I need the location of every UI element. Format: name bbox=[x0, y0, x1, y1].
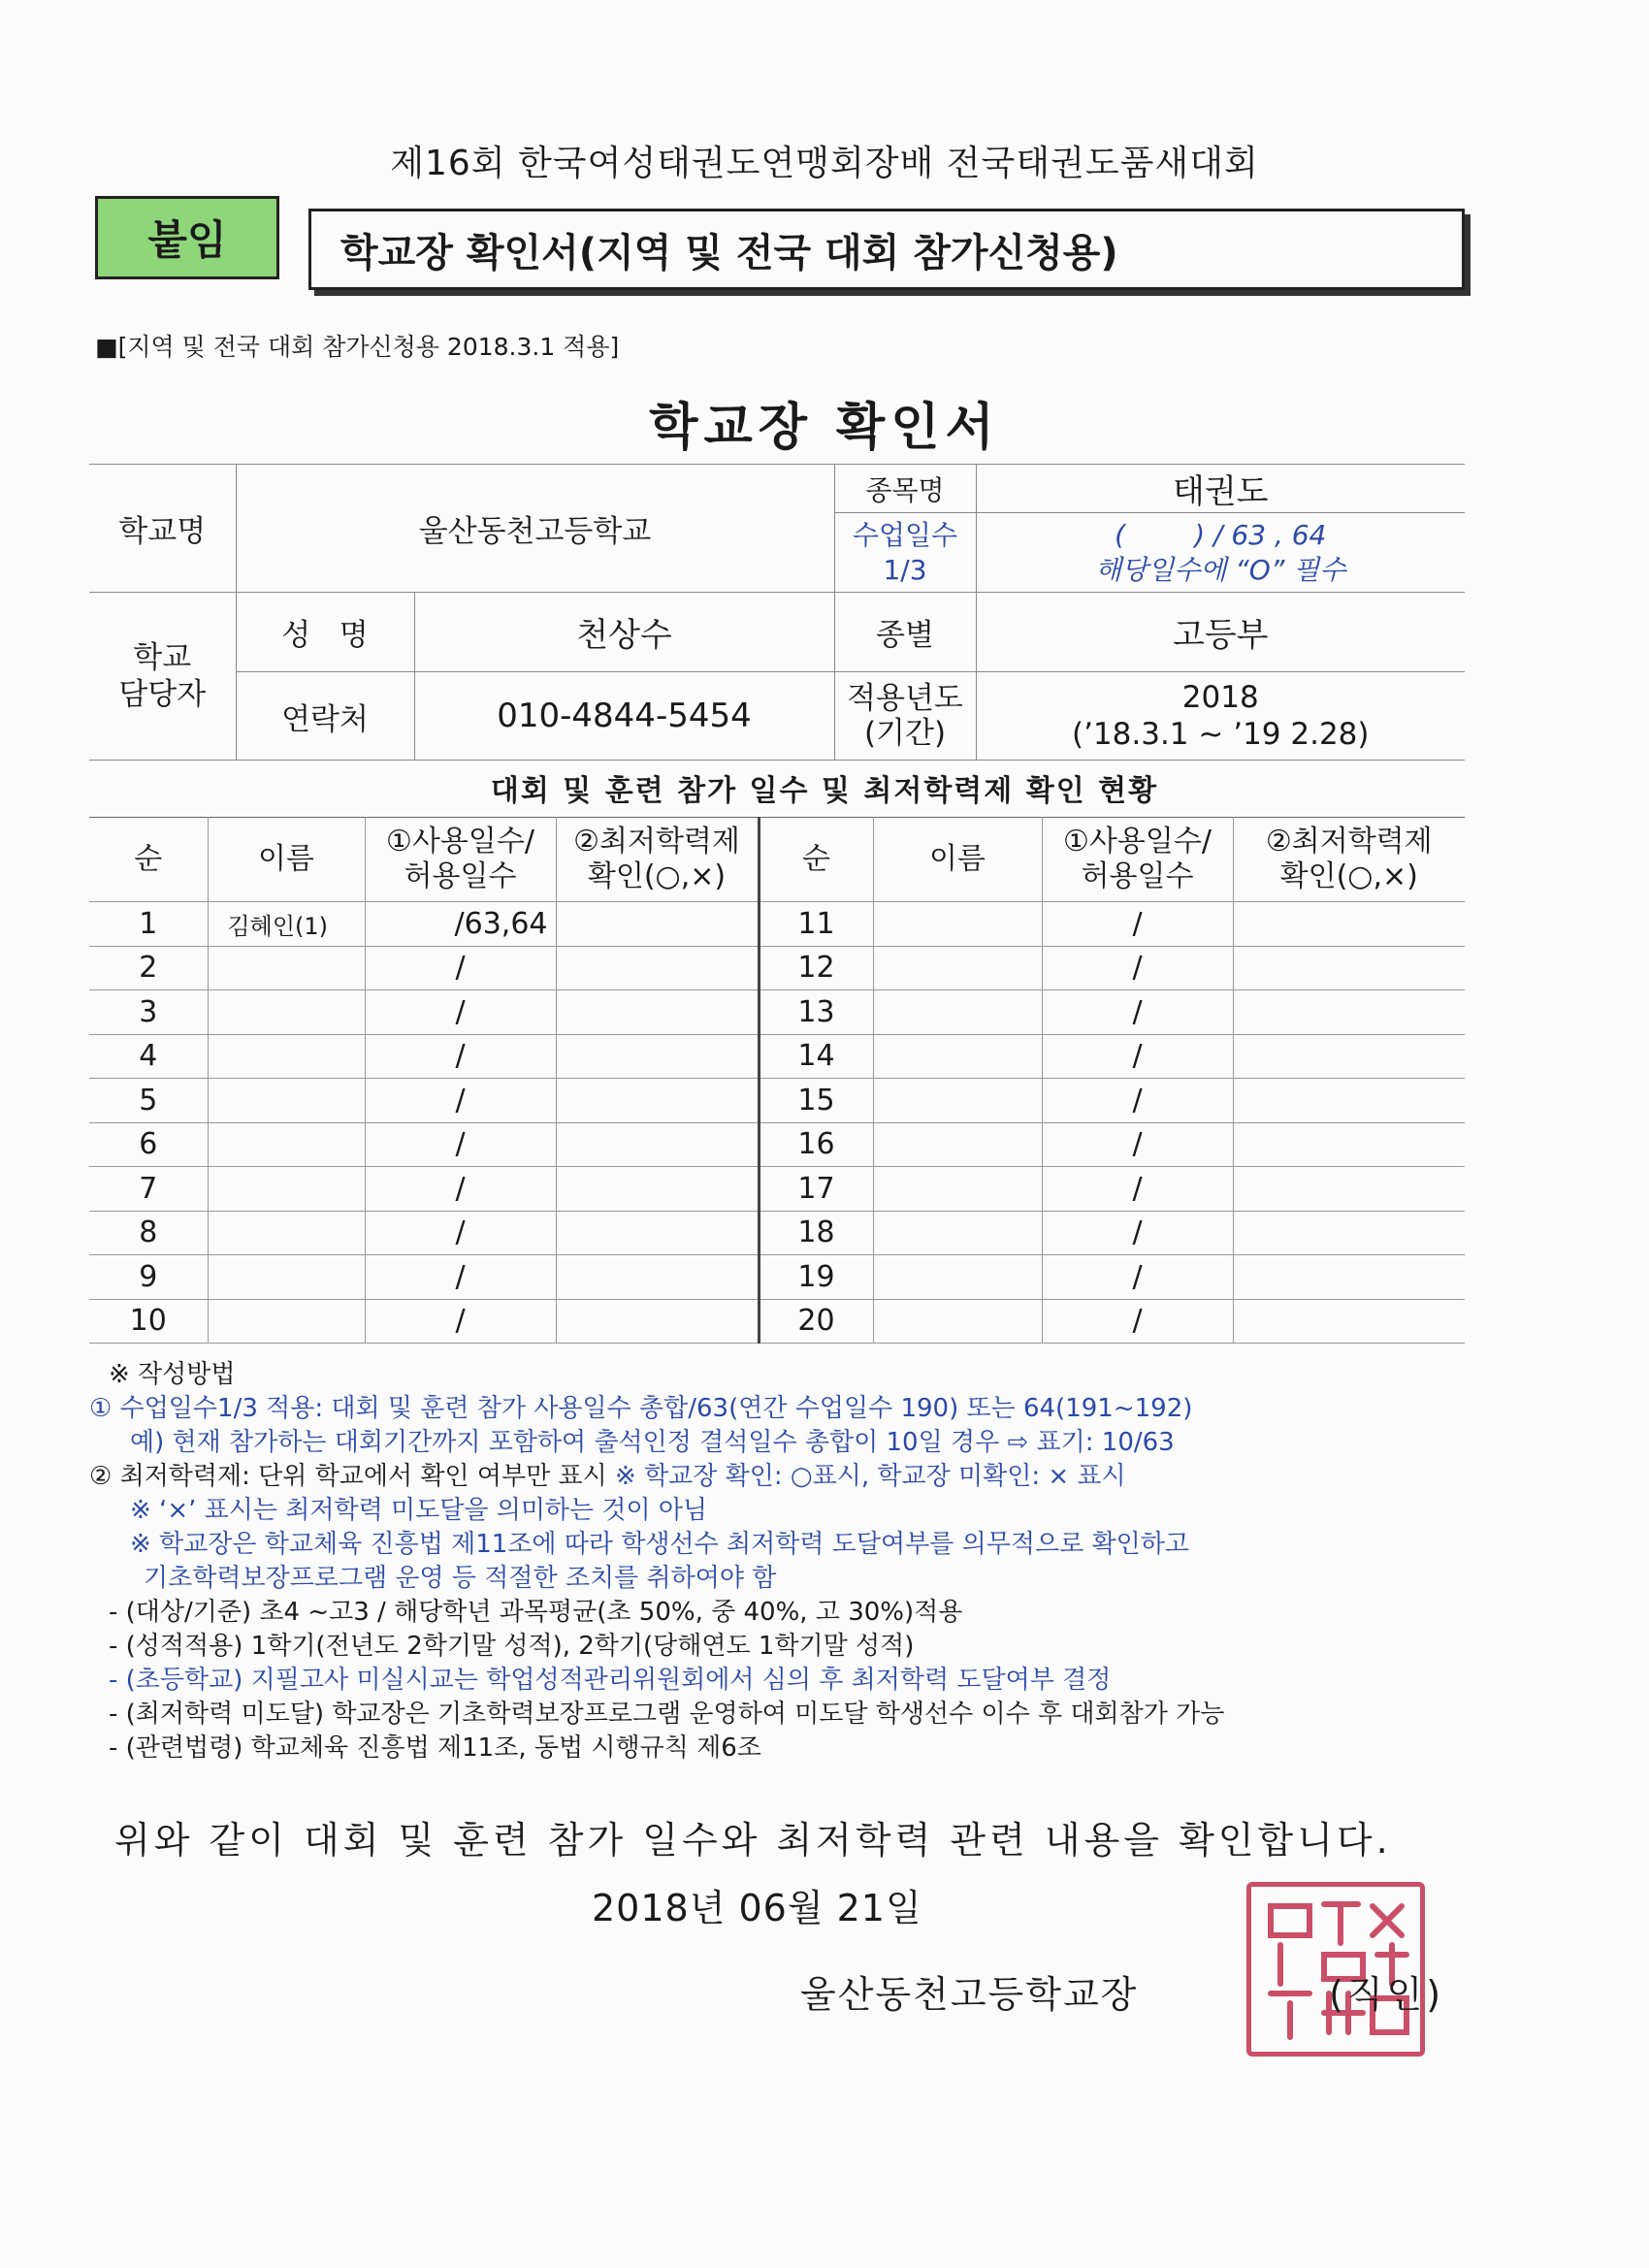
row-no: 7 bbox=[89, 1167, 208, 1212]
year-label bbox=[834, 672, 976, 761]
header-days-right bbox=[1042, 818, 1233, 902]
detail-5: - (관련법령) 학교체육 진흥법 제11조, 동법 시행규칙 제6조 bbox=[109, 1733, 761, 1763]
row-name-right bbox=[873, 1167, 1042, 1212]
row-name bbox=[208, 1299, 365, 1344]
row-no: 6 bbox=[89, 1122, 208, 1167]
note-1b: 예) 현재 참가하는 대회기간까지 포함하여 출석인정 결석일수 총합이 10일 경우 ⇨ 표기: 10/63 bbox=[130, 1428, 1175, 1457]
year-label-1: 적용년도 bbox=[847, 681, 963, 716]
table-row bbox=[89, 946, 1465, 990]
row-days: / bbox=[365, 1299, 556, 1344]
note-1a: ① 수업일수1/3 적용: 대회 및 훈련 참가 사용일수 총합/63(연간 수업일수 190) 또는 64(191~192) bbox=[89, 1394, 1193, 1423]
row-name-right bbox=[873, 1255, 1042, 1300]
row-no-right: 17 bbox=[759, 1167, 873, 1212]
row-days-right: / bbox=[1042, 1079, 1233, 1123]
row-days: /63,64 bbox=[365, 902, 556, 947]
name-value: 천상수 bbox=[414, 593, 834, 672]
table-row bbox=[89, 1079, 1465, 1123]
row-no: 10 bbox=[89, 1299, 208, 1344]
status-title: 대회 및 훈련 참가 일수 및 최저학력제 확인 현황 bbox=[490, 774, 1159, 808]
notes-heading: ※ 작성방법 bbox=[109, 1360, 236, 1389]
row-name bbox=[208, 1034, 365, 1079]
row-no: 3 bbox=[89, 990, 208, 1035]
note-2a: ② 최저학력제: 단위 학교에서 확인 여부만 표시 bbox=[89, 1462, 607, 1491]
header-name-right: 이름 bbox=[873, 818, 1042, 902]
row-days-right: / bbox=[1042, 1211, 1233, 1255]
year-value bbox=[976, 672, 1465, 761]
row-name bbox=[208, 1211, 365, 1255]
row-days-right: / bbox=[1042, 902, 1233, 947]
row-check bbox=[556, 1034, 759, 1079]
header-no-right: 순 bbox=[759, 818, 873, 902]
row-check-right bbox=[1233, 1167, 1465, 1212]
row-check-right bbox=[1233, 990, 1465, 1035]
row-days-right: / bbox=[1042, 946, 1233, 990]
writing-instructions bbox=[89, 1358, 1486, 1766]
row-check bbox=[556, 1211, 759, 1255]
row-no-right: 19 bbox=[759, 1255, 873, 1300]
detail-3: - (초등학교) 지필고사 미실시교는 학업성적관리위원회에서 심의 후 최저학력 도달여부 결정 bbox=[109, 1666, 1112, 1695]
division-value: 고등부 bbox=[976, 593, 1465, 672]
sport-label: 종목명 bbox=[834, 465, 976, 513]
table-row bbox=[89, 1122, 1465, 1167]
header-check-right bbox=[1233, 818, 1465, 902]
row-name-right bbox=[873, 1034, 1042, 1079]
row-days-right: / bbox=[1042, 1255, 1233, 1300]
detail-2: - (성적적용) 1학기(전년도 2학기말 성적), 2학기(당해연도 1학기말 성적) bbox=[109, 1632, 915, 1661]
header-days-right-1: ①사용일수/ bbox=[1063, 825, 1212, 859]
row-name-right bbox=[873, 1299, 1042, 1344]
row-check-right bbox=[1233, 1255, 1465, 1300]
detail-1: - (대상/기준) 초4 ~고3 / 해당학년 과목평균(초 50%, 중 40%, 고 30%)적용 bbox=[109, 1598, 963, 1627]
name-label: 성 명 bbox=[236, 593, 414, 672]
header-days bbox=[365, 818, 556, 902]
row-check-right bbox=[1233, 946, 1465, 990]
header-check-1: ②최저학력제 bbox=[573, 825, 740, 859]
row-check bbox=[556, 1299, 759, 1344]
row-name-right bbox=[873, 1079, 1042, 1123]
row-name-right bbox=[873, 902, 1042, 947]
row-check bbox=[556, 1167, 759, 1212]
row-name-right bbox=[873, 990, 1042, 1035]
header-check-right-1: ②최저학력제 bbox=[1265, 825, 1433, 859]
row-no-right: 16 bbox=[759, 1122, 873, 1167]
header-check-2: 확인(○,×) bbox=[587, 859, 727, 893]
table-row bbox=[89, 1211, 1465, 1255]
info-table bbox=[89, 464, 1465, 761]
header-no: 순 bbox=[89, 818, 208, 902]
applied-note: ■[지역 및 전국 대회 참가신청용 2018.3.1 적용] bbox=[95, 333, 620, 361]
note-4b: 기초학력보장프로그램 운영 등 적절한 조치를 취하여야 함 bbox=[144, 1564, 777, 1593]
contact-value: 010-4844-5454 bbox=[414, 672, 834, 761]
note-2 bbox=[89, 1460, 1486, 1494]
row-name bbox=[208, 990, 365, 1035]
row-days: / bbox=[365, 946, 556, 990]
header-days-1: ①사용일수/ bbox=[386, 825, 534, 859]
row-check-right bbox=[1233, 1034, 1465, 1079]
attachment-tag: 붙임 bbox=[95, 196, 279, 279]
row-no-right: 15 bbox=[759, 1079, 873, 1123]
table-row bbox=[89, 902, 1465, 947]
row-days: / bbox=[365, 1034, 556, 1079]
division-label: 종별 bbox=[834, 593, 976, 672]
row-name: 김혜인(1) bbox=[208, 902, 365, 947]
table-row bbox=[89, 1255, 1465, 1300]
row-check-right bbox=[1233, 1122, 1465, 1167]
row-name-right bbox=[873, 1122, 1042, 1167]
row-check bbox=[556, 1079, 759, 1123]
school-value: 울산동천고등학교 bbox=[236, 465, 834, 593]
row-days: / bbox=[365, 1167, 556, 1212]
row-days: / bbox=[365, 1255, 556, 1300]
class-days-value bbox=[976, 513, 1465, 593]
row-name-right bbox=[873, 946, 1042, 990]
row-no-right: 14 bbox=[759, 1034, 873, 1079]
sport-value: 태권도 bbox=[976, 465, 1465, 513]
row-name bbox=[208, 1255, 365, 1300]
row-no-right: 20 bbox=[759, 1299, 873, 1344]
row-name bbox=[208, 1079, 365, 1123]
row-check-right bbox=[1233, 1299, 1465, 1344]
class-days-label bbox=[834, 513, 976, 593]
header-check-right-2: 확인(○,×) bbox=[1279, 859, 1418, 893]
event-title: 제16회 한국여성태권도연맹회장배 전국태권도품새대회 bbox=[390, 144, 1259, 183]
participation-table bbox=[89, 817, 1465, 1344]
row-check bbox=[556, 1255, 759, 1300]
row-no: 9 bbox=[89, 1255, 208, 1300]
year-label-2: (기간) bbox=[863, 716, 947, 751]
row-days: / bbox=[365, 1079, 556, 1123]
document-title: 학교장 확인서 bbox=[649, 399, 1000, 457]
confirm-text: 위와 같이 대회 및 훈련 참가 일수와 최저학력 관련 내용을 확인합니다. bbox=[114, 1819, 1392, 1862]
principal-name: 울산동천고등학교장 bbox=[800, 1973, 1139, 2016]
class-days-label-1: 수업일수 bbox=[852, 518, 958, 551]
class-days-value-1: ( ) / 63 , 64 bbox=[1115, 518, 1327, 551]
row-no: 8 bbox=[89, 1211, 208, 1255]
row-name bbox=[208, 1122, 365, 1167]
row-check bbox=[556, 1122, 759, 1167]
manager-label-1: 학교 bbox=[133, 640, 192, 675]
table-row bbox=[89, 1299, 1465, 1344]
table-row bbox=[89, 990, 1465, 1035]
header-check bbox=[556, 818, 759, 902]
row-days-right: / bbox=[1042, 1299, 1233, 1344]
row-days-right: / bbox=[1042, 1122, 1233, 1167]
row-no-right: 11 bbox=[759, 902, 873, 947]
row-check-right bbox=[1233, 902, 1465, 947]
row-name-right bbox=[873, 1211, 1042, 1255]
header-days-2: 허용일수 bbox=[404, 859, 517, 893]
manager-label-2: 담당자 bbox=[118, 677, 207, 712]
table-row bbox=[89, 1034, 1465, 1079]
row-days: / bbox=[365, 1211, 556, 1255]
class-days-value-2: 해당일수에 “O” 필수 bbox=[1095, 553, 1346, 586]
row-no: 1 bbox=[89, 902, 208, 947]
row-no-right: 13 bbox=[759, 990, 873, 1035]
note-2b: ※ 학교장 확인: ○표시, 학교장 미확인: × 표시 bbox=[606, 1462, 1126, 1491]
header-box: 학교장 확인서(지역 및 전국 대회 참가신청용) bbox=[308, 209, 1465, 290]
year-value-2: (’18.3.1 ~ ’19 2.28) bbox=[1071, 717, 1370, 752]
row-no: 2 bbox=[89, 946, 208, 990]
year-value-1: 2018 bbox=[1181, 680, 1259, 715]
row-days: / bbox=[365, 1122, 556, 1167]
school-label: 학교명 bbox=[89, 465, 236, 593]
row-no-right: 18 bbox=[759, 1211, 873, 1255]
row-name bbox=[208, 946, 365, 990]
note-3: ※ ‘×’ 표시는 최저학력 미도달을 의미하는 것이 아님 bbox=[130, 1496, 708, 1525]
row-days-right: / bbox=[1042, 990, 1233, 1035]
row-check-right bbox=[1233, 1211, 1465, 1255]
row-check bbox=[556, 990, 759, 1035]
row-name bbox=[208, 1167, 365, 1212]
row-check bbox=[556, 946, 759, 990]
row-no: 5 bbox=[89, 1079, 208, 1123]
header-days-right-2: 허용일수 bbox=[1081, 859, 1194, 893]
row-no-right: 12 bbox=[759, 946, 873, 990]
detail-4: - (최저학력 미도달) 학교장은 기초학력보장프로그램 운영하여 미도달 학생선수 이수 후 대회참가 가능 bbox=[109, 1700, 1225, 1729]
note-4a: ※ 학교장은 학교체육 진흥법 제11조에 따라 학생선수 최저학력 도달여부를 의무적으로 확인하고 bbox=[130, 1530, 1189, 1559]
issue-date: 2018년 06월 21일 bbox=[592, 1887, 922, 1929]
row-days: / bbox=[365, 990, 556, 1035]
manager-label bbox=[89, 593, 236, 761]
row-check-right bbox=[1233, 1079, 1465, 1123]
class-days-label-2: 1/3 bbox=[883, 553, 927, 586]
row-days-right: / bbox=[1042, 1034, 1233, 1079]
table-row bbox=[89, 1167, 1465, 1212]
row-no: 4 bbox=[89, 1034, 208, 1079]
header-name: 이름 bbox=[208, 818, 365, 902]
row-days-right: / bbox=[1042, 1167, 1233, 1212]
seal-label: (직인) bbox=[1329, 1973, 1445, 2016]
row-check bbox=[556, 902, 759, 947]
contact-label: 연락처 bbox=[236, 672, 414, 761]
